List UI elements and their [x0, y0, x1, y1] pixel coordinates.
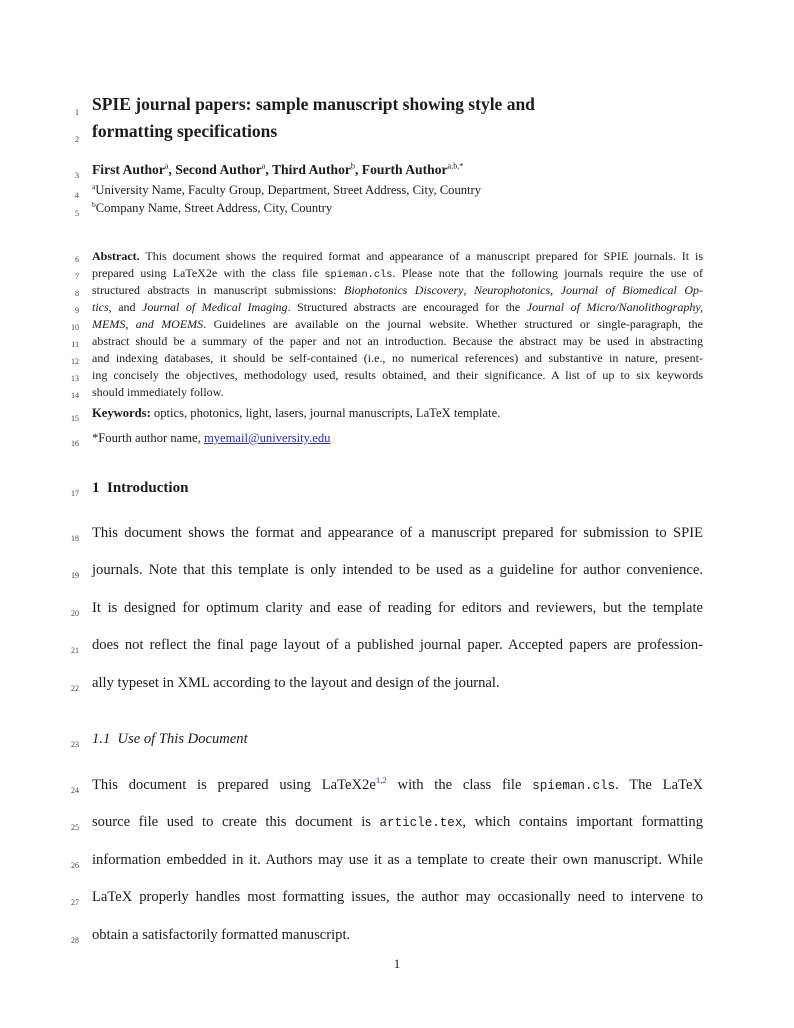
- line-number: 25: [71, 823, 79, 832]
- page-number: 1: [393, 957, 401, 971]
- body-text: This document shows the format and appearance of a manuscript prepared for submission to SPIE: [92, 525, 703, 541]
- author-note-text: *Fourth author name, myemail@university.edu: [92, 431, 331, 445]
- author-note-line: [71, 430, 703, 448]
- line-number: 20: [71, 609, 79, 618]
- section-heading-text: 1 Introduction: [92, 480, 189, 496]
- abstract-line: [71, 367, 703, 383]
- line-number: 22: [71, 684, 79, 693]
- keywords-text: Keywords: optics, photonics, light, lasers, journal manuscripts, LaTeX template.: [92, 406, 501, 420]
- abstract-line: [71, 316, 703, 332]
- subsection-heading: [71, 729, 703, 749]
- abstract-line: [75, 299, 703, 315]
- line-number: 5: [75, 209, 79, 218]
- body-line: [71, 523, 703, 543]
- affiliation-line: [75, 199, 703, 218]
- body-line: [71, 812, 704, 833]
- body-text: journals. Note that this template is only intended to be used as a guideline for author convenience.: [92, 562, 703, 578]
- line-number: 14: [71, 391, 79, 400]
- line-number: 9: [75, 306, 79, 315]
- paper-title: formatting specifications: [92, 121, 278, 141]
- line-number: 6: [75, 255, 79, 264]
- body-text: LaTeX properly handles most formatting issues, the author may occasionally need to intervene to: [92, 889, 703, 905]
- line-number: 12: [71, 357, 79, 366]
- section-heading: [71, 478, 703, 498]
- abstract-text: abstract should be a summary of the paper and not an introduction. Because the abstract may be used in abstracting: [92, 334, 703, 348]
- affiliation-line: [75, 181, 703, 200]
- line-number: 10: [71, 323, 79, 332]
- line-number: 3: [75, 171, 79, 180]
- abstract-text: prepared using LaTeX2e with the class file spieman.cls. Please note that the following journals require the use of: [92, 266, 703, 281]
- abstract-text: tics, and Journal of Medical Imaging. Structured abstracts are encouraged for the Journal of Micro/Nanolithography,: [92, 300, 703, 314]
- line-number: 26: [71, 861, 79, 870]
- body-line: [71, 850, 703, 870]
- line-number: 27: [71, 898, 79, 907]
- abstract-line: [71, 333, 703, 349]
- line-number: 2: [75, 135, 79, 144]
- abstract-text: and indexing databases, it should be self-contained (i.e., no numerical references) and substantive in nature, present-: [92, 351, 703, 365]
- body-line: [71, 673, 703, 693]
- body-text: ally typeset in XML according to the layout and design of the journal.: [92, 675, 500, 691]
- line-number: 4: [75, 191, 79, 200]
- subsection-heading-text: 1.1 Use of This Document: [92, 731, 248, 747]
- body-line: [71, 560, 703, 580]
- abstract-text: Abstract. This document shows the required format and appearance of a manuscript prepared for SPIE journals. It is: [92, 249, 703, 263]
- body-line: [71, 887, 703, 907]
- abstract-text: structured abstracts in manuscript submissions: Biophotonics Discovery, Neurophotonics, Journal of Biomedical Op-: [92, 283, 704, 297]
- body-text: source file used to create this document is article.tex, which contains important formatting: [92, 814, 704, 830]
- affiliation-text: $^a$University Name, Faculty Group, Department, Street Address, City, Country: [92, 181, 482, 197]
- affiliation-text: $^b$Company Name, Street Address, City, Country: [92, 199, 333, 215]
- body-line: [71, 635, 703, 655]
- line-number: 19: [71, 571, 79, 580]
- line-number: 7: [75, 272, 79, 281]
- line-number: 18: [71, 534, 79, 543]
- line-number: 8: [75, 289, 79, 298]
- line-number: 16: [71, 439, 79, 448]
- title-line: [75, 119, 703, 144]
- abstract-line: [75, 248, 703, 264]
- authors-text: First Author$^a$, Second Author$^a$, Third Author$^b$, Fourth Author$^{a,b,*}$: [92, 161, 464, 177]
- line-number: 15: [71, 414, 79, 423]
- line-number: 28: [71, 936, 79, 945]
- line-number: 1: [75, 108, 79, 117]
- line-number: 17: [71, 489, 79, 498]
- body-line: [71, 925, 703, 945]
- abstract-text: MEMS, and MOEMS. Guidelines are available on the journal website. Whether structured or single-paragraph, the: [92, 317, 703, 331]
- title-line: [75, 92, 703, 117]
- body-text: This document is prepared using $LaTeX2e^{1,2}$ with the class file spieman.cls. The LaTeX: [92, 775, 703, 793]
- abstract-text: ing concisely the objectives, methodology used, results obtained, and their significance. A list of up to six keywords: [92, 368, 703, 382]
- body-text: information embedded in it. Authors may use it as a template to create their own manuscript. While: [92, 852, 703, 868]
- abstract-line: [75, 265, 703, 283]
- email-link[interactable]: myemail@university.edu: [203, 431, 331, 445]
- line-number: 11: [71, 340, 79, 349]
- line-number: 13: [71, 374, 79, 383]
- abstract-text: should immediately follow.: [92, 385, 224, 399]
- abstract-line: [71, 384, 703, 400]
- body-line: [71, 598, 703, 618]
- body-text: It is designed for optimum clarity and ease of reading for editors and reviewers, but the template: [92, 600, 703, 616]
- citation-link[interactable]: 1,2: [375, 775, 387, 786]
- keywords-line: [71, 405, 703, 423]
- body-text: does not reflect the final page layout of a published journal paper. Accepted papers are profession-: [92, 637, 703, 653]
- line-number: 21: [71, 646, 79, 655]
- authors-line: [75, 161, 703, 180]
- body-line: [71, 775, 703, 796]
- line-number: 23: [71, 740, 79, 749]
- abstract-line: [75, 282, 704, 298]
- abstract-line: [71, 350, 703, 366]
- line-number: 24: [71, 786, 79, 795]
- body-text: obtain a satisfactorily formatted manuscript.: [92, 927, 351, 943]
- paper-title: SPIE journal papers: sample manuscript showing style and: [92, 94, 535, 114]
